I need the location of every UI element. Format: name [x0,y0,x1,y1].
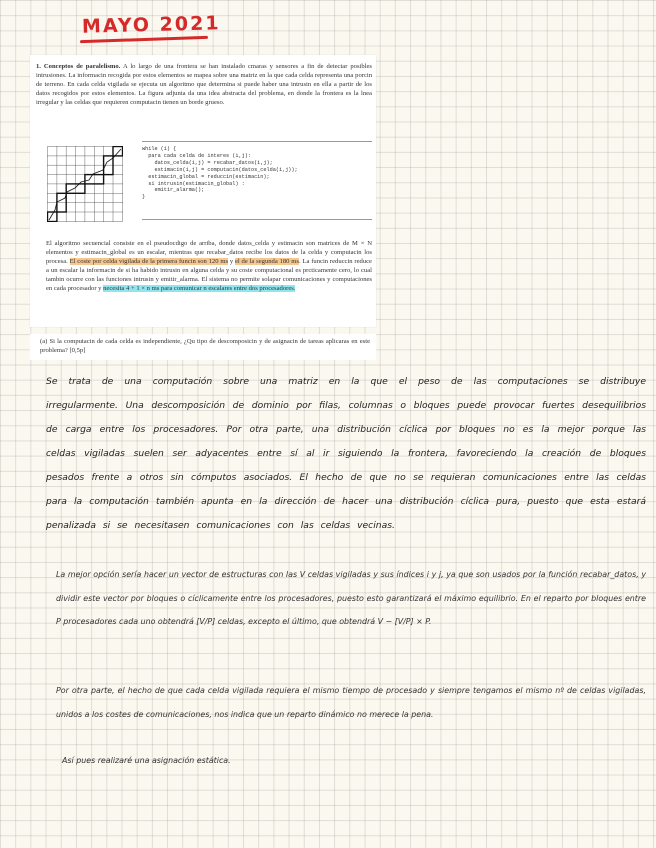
highlight-cost-second-function: el de la segunda 180 ms [234,257,299,265]
desc-part-3: . La funcin reduccin reduce a un escalar la informacin de si ha habido intrusin en alguna celda y su coste computacional es prcticamente cero, lo cual tambin ocurre con las funciones intrusin y emitir_alarma. El sistema no permite solapar comunicaciones y computaciones en cada procesador y [46,257,372,292]
handwritten-answer-paragraph-1: Se trata de una computación sobre una matriz en la que el peso de las computaciones se distribuye irregularmente. Una descomposición de dominio por filas, columnas o bloques puede provocar fuertes desequilibrios de carga entre los procesadores. Por otra parte, una distribución cíclica por bloques no es la mejor porque las celdas vigiladas suelen ser adyacentes entre sí al ir siguiendo la frontera, favoreciendo la creación de bloques pesados frente a otros sin cómputos asociados. El hecho de que no se requieran comunicaciones entre las celdas para la computación también apunta en la dirección de hacer una distribución cíclica pura, puesto que esta estará penalizada si se necesitasen comunicaciones con las celdas vecinas. [46,376,646,531]
problem-number: 1. [36,63,41,70]
divider-top [142,141,372,142]
problem-heading: Conceptos de paralelismo. [43,63,121,70]
problem-intro-text: A lo largo de una frontera se han instalado cmaras y sensores a fin de detectar posibles intrusiones. La informacin recogida por estos elementos se mapea sobre una matriz en la que cada celda representa una porcin de terreno. En cada celda vigilada se ejecuta un algoritmo que determina si puede haber una intrusin en ella a partir de los datos recogidos por estos elementos. La figura adjunta da una idea abstracta del problema, en donde la frontera es la lnea irregular y las celdas que requieren computacin tienen un borde grueso. [36,63,372,106]
problem-intro [36,63,372,108]
frontier-grid-figure [47,146,123,222]
handwritten-answer-paragraph-2: La mejor opción sería hacer un vector de estructuras con las V celdas vigiladas y sus índices i y j, ya que son usados por la función recabar_datos, y dividir este vector por bloques o cíclicamente entre los procesadores, puesto esto garantizará el máximo equilibrio. En el reparto por bloques entre P procesadores cada uno obtendrá [V/P] celdas, excepto el último, que obtendrá V − [V/P] × P. [56,570,646,626]
question-a: (a) Si la computacin de cada celda es independiente, ¿Qu tipo de descomposicin y de asignacin de tareas aplicaras en este problema? [0,5p] [40,338,370,354]
handwritten-answer-paragraph-3: Por otra parte, el hecho de que cada celda vigilada requiera el mismo tiempo de procesado y siempre tengamos el mismo nº de celdas vigiladas, unidos a los costes de comunicaciones, nos indica que un reparto dinámico no merece la pena. [56,686,646,719]
highlight-communication-cost: necesita 4 + 1 × n ms para comunicar n escalares entre dos procesadores. [103,284,296,292]
desc-part-2: y [228,257,235,265]
pseudocode-block: while (1) { para cada celda de interes (i,j): datos_celda(i,j) = recabar_datos(i,j); estimacin(i,j) = computacin(datos_celda(i,j)); estimacin_global = reduccin(estimacin); si intrusin(estimacin_global) : emitir_alarma(); } [142,146,298,201]
divider-bottom [142,219,372,220]
handwritten-answer-conclusion: Así pues realizaré una asignación estática. [62,756,231,765]
highlight-cost-first-function: El coste por celda vigilada de la primera funcin son 120 ms [69,257,229,265]
desc-part-1: El algoritmo secuencial consiste en el pseudocdigo de arriba, donde datos_celda y estimacin son matrices de M × N elementos y estimacin_global es un escalar, mientras que recabar_datos recibe los datos de la celda y computacin los procesa. [46,240,372,265]
problem-description [46,240,372,293]
page-title: MAYO 2021 [81,12,221,38]
